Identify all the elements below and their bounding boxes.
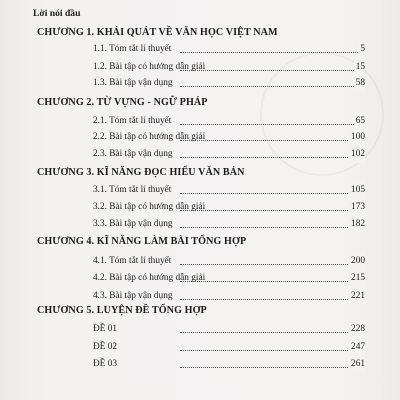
toc-entry [0,355,400,373]
entry-page: 200 [349,252,365,270]
dot-leader [180,86,358,87]
chapter-3-title: CHƯƠNG 3. KĨ NĂNG ĐỌC HIỂU VĂN BẢN [37,167,245,178]
entry-page: 247 [349,338,365,356]
entry-page: 173 [349,198,365,216]
dot-leader [180,281,358,282]
dot-leader [180,140,358,141]
toc-entry [0,338,400,356]
dot-leader [180,70,358,71]
entry-page: 65 [354,112,365,130]
toc-entry [0,74,400,92]
dot-leader [180,210,358,211]
dot-leader [180,52,358,53]
entry-page: 261 [349,355,365,373]
dot-leader [180,299,358,300]
entry-label: 3.1. Tóm tắt lí thuyết [93,185,172,195]
entry-label: 3.2. Bài tập có hướng dẫn giải [93,202,206,212]
toc-entry [0,269,400,287]
entry-label: ĐỀ 01 [93,324,118,334]
entry-page: 105 [349,181,365,199]
toc-entry [0,215,400,233]
entry-label: 1.1. Tóm tắt lí thuyết [93,44,172,54]
entry-label: 2.1. Tóm tắt lí thuyết [93,116,172,126]
entry-page: 228 [349,320,365,338]
dot-leader [180,193,358,194]
toc-entry [0,181,400,199]
dot-leader [180,157,358,158]
dot-leader [180,350,358,351]
dot-leader [180,367,358,368]
entry-label: 2.2. Bài tập có hướng dẫn giải [93,132,206,142]
entry-page: 182 [349,215,365,233]
toc-entry [0,320,400,338]
entry-label: ĐỀ 02 [93,342,118,352]
entry-label: 4.1. Tóm tắt lí thuyết [93,256,172,266]
dot-leader [180,332,358,333]
dot-leader [180,264,358,265]
entry-label: 1.3. Bài tập vận dụng [93,78,173,88]
chapter-2-title: CHƯƠNG 2. TỪ VỰNG - NGỮ PHÁP [37,97,208,108]
entry-label: 1.2. Bài tập có hướng dẫn giải [93,62,206,72]
toc-entry [0,128,400,146]
chapter-4-title: CHƯƠNG 4. KĨ NĂNG LÀM BÀI TỔNG HỢP [37,236,247,247]
entry-label: 3.3. Bài tập vận dụng [93,219,173,229]
preface-heading: Lời nói đầu [33,8,81,19]
toc-entry [0,198,400,216]
entry-label: 4.3. Bài tập vận dụng [93,291,173,301]
entry-page: 100 [349,128,365,146]
entry-page: 221 [349,287,365,305]
entry-label: ĐỀ 03 [93,359,118,369]
entry-page: 15 [354,58,365,76]
toc-entry [0,145,400,163]
entry-label: 2.3. Bài tập vận dụng [93,149,173,159]
entry-page: 215 [349,269,365,287]
entry-label: 4.2. Bài tập có hướng dẫn giải [93,273,206,283]
dot-leader [180,124,358,125]
dot-leader [180,227,358,228]
toc-entry [0,252,400,270]
chapter-1-title: CHƯƠNG 1. KHÁI QUÁT VỀ VĂN HỌC VIỆT NAM [37,27,278,38]
toc-entry [0,40,400,58]
chapter-5-title: CHƯƠNG 5. LUYỆN ĐỀ TỔNG HỢP [37,305,207,316]
entry-page: 5 [358,40,365,58]
entry-page: 58 [354,74,365,92]
entry-page: 102 [349,145,365,163]
